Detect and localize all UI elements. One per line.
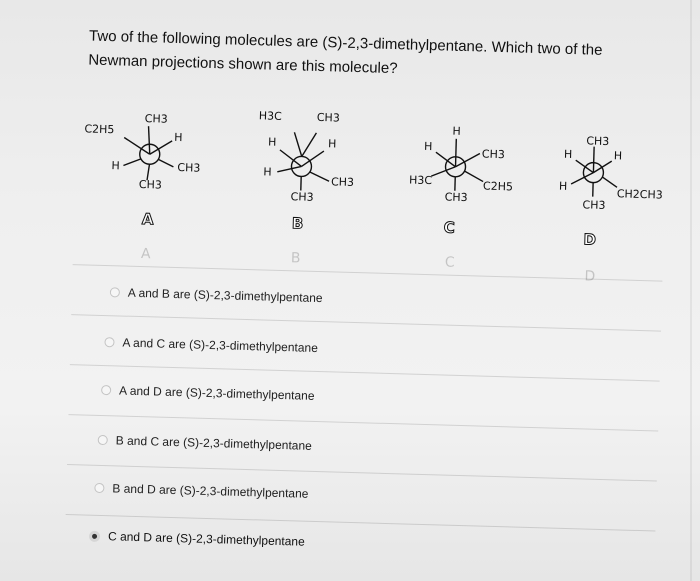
newman-a-back-bottom: CH3 [138, 177, 163, 192]
answer-option-b-d[interactable] [94, 481, 308, 501]
newman-b-front-left: H [263, 165, 272, 179]
newman-a-letter: A [141, 210, 154, 229]
answer-option-label: A and B are (S)-2,3-dimethylpentane [127, 285, 323, 306]
answer-option-label: B and D are (S)-2,3-dimethylpentane [112, 481, 309, 501]
newman-c-front-upper-left: H [423, 139, 433, 154]
answer-option-label: B and C are (S)-2,3-dimethylpentane [115, 433, 312, 453]
newman-a-back-right: CH3 [177, 161, 201, 175]
newman-projection-a [81, 110, 215, 264]
newman-b-back-top-left: H3C [258, 109, 282, 123]
newman-projection-d [552, 130, 686, 284]
newman-d-front-upper-left: H [563, 147, 573, 162]
newman-c-back-right: C2H5 [482, 179, 514, 194]
newman-b-letter: B [291, 214, 304, 233]
answer-option-label: A and C are (S)-2,3-dimethylpentane [122, 335, 319, 356]
newman-a-front-top: CH3 [144, 112, 168, 126]
answer-option-a-b[interactable] [110, 285, 323, 305]
radio-button[interactable] [94, 483, 104, 493]
newman-c-front-top: H [452, 124, 461, 138]
option-divider [68, 414, 658, 431]
newman-b-letter-caption: B [290, 250, 301, 267]
page-edge [690, 0, 692, 581]
newman-a-front-right: H [174, 130, 183, 145]
newman-b-front-upper-right: H [327, 137, 337, 151]
newman-c-front-left: H3C [408, 173, 433, 188]
newman-a-front-left: C2H5 [84, 122, 115, 137]
question-text [88, 25, 689, 90]
newman-c-front-bottom: CH3 [444, 190, 468, 205]
newman-projection-c [407, 116, 541, 270]
newman-d-front-upper-right: H [613, 149, 623, 163]
question-line-1: Two of the following molecules are (S)-2,3-dimethylpentane. Which two of the [88, 27, 603, 59]
newman-d-letter-caption: D [584, 268, 596, 285]
newman-d-back-right: CH2CH3 [616, 187, 663, 202]
newman-projection-b [255, 109, 379, 267]
newman-b-back-right: CH3 [330, 175, 355, 189]
option-divider [66, 514, 656, 531]
answer-option-a-d[interactable] [101, 383, 315, 403]
answer-option-c-d[interactable] [89, 529, 305, 549]
newman-c-letter: C [443, 218, 456, 237]
newman-d-front-left: H [558, 179, 568, 193]
newman-b-front-upper-left: H [267, 135, 277, 149]
newman-b-back-top-right: CH3 [316, 110, 340, 125]
answer-option-label: C and D are (S)-2,3-dimethylpentane [107, 529, 305, 549]
radio-button[interactable] [104, 337, 114, 347]
option-divider [70, 364, 660, 381]
newman-a-letter-caption: A [140, 246, 151, 263]
newman-d-letter: D [583, 230, 597, 249]
newman-b-front-bottom: CH3 [290, 190, 314, 204]
newman-a-back-left: H [111, 159, 120, 173]
newman-b-drawing [256, 109, 379, 222]
answer-option-b-c[interactable] [98, 433, 312, 453]
newman-d-drawing [554, 130, 687, 244]
newman-d-front-bottom: CH3 [582, 198, 606, 212]
option-divider [67, 464, 657, 481]
answer-option-label: A and D are (S)-2,3-dimethylpentane [118, 383, 315, 403]
question-line-2: Newman projections shown are this molecule? [88, 51, 398, 78]
newman-c-front-upper-right: CH3 [481, 147, 506, 162]
newman-c-letter-caption: C [444, 254, 455, 271]
option-divider [71, 314, 661, 331]
radio-button[interactable] [98, 435, 108, 445]
newman-c-drawing [408, 116, 541, 230]
answer-option-a-c[interactable] [104, 335, 318, 355]
radio-button[interactable] [110, 287, 120, 297]
radio-button-selected[interactable] [89, 530, 100, 541]
newman-d-front-top: CH3 [586, 134, 610, 149]
radio-button[interactable] [101, 385, 111, 395]
